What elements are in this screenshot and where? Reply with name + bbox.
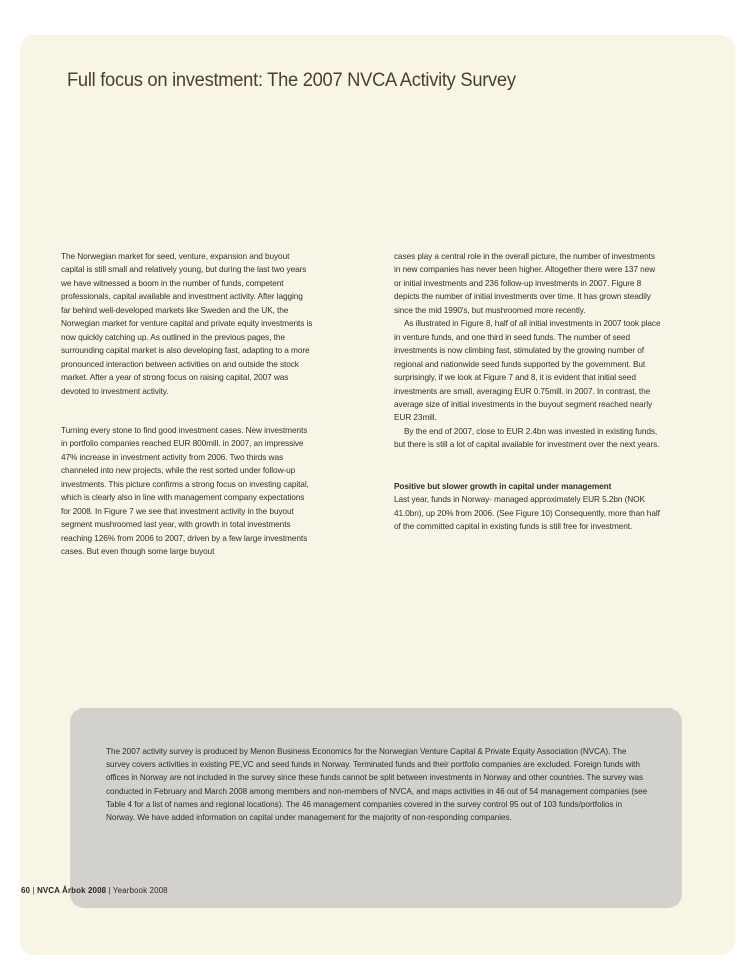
- page-background: [20, 35, 735, 955]
- page-footer: [21, 886, 168, 895]
- right-paragraph-2: As illustrated in Figure 8, half of all initial investments in 2007 took place in venture funds, and one third in seed funds. The number of seed investments is now climbing fast, stimulated by the growing number of regional and nationwide seed funds supported by the government. But surprisingly, if we look at Figure 7 and 8, it is evident that initial seed investments are small, averaging EUR 0.75mill. in 2007. In contrast, the average size of initial investments in the buyout segment reached nearly EUR 23mill.: [394, 318, 661, 423]
- footer-separator: |: [32, 886, 35, 895]
- left-paragraph-1: The Norwegian market for seed, venture, expansion and buyout capital is still small and relatively young, but during the last two years we have witnessed a boom in the number of funds, competent professionals, capital available and investment activity. After lagging far behind well-developed markets like Sweden and the UK, the Norwegian market for venture capital and private equity investments is now quickly catching up. As outlined in the previous pages, the surrounding capital market is also developing fast, adapting to a more pronounced interaction between activities on and outside the stock market. After a year of strong focus on raising capital, 2007 was devoted to investment activity.: [61, 251, 313, 396]
- left-column: [61, 250, 313, 559]
- survey-info-text: The 2007 activity survey is produced by Menon Business Economics for the Norwegian Venture Capital & Private Equity Association (NVCA). The survey covers activities in existing PE,VC and seed funds in Norway. Terminated funds and their portfolio companies are excluded. Foreign funds with offices in Norway are not included in the survey since these funds cannot be split between investments in Norway and other countries. The survey was conducted in February and March 2008 among members and non-members of NVCA, and maps activities in 46 out of 54 management companies (see Table 4 for a list of names and regional locations). The 46 management companies covered in the survey control 95 out of 103 funds/portfolios in Norway. We have added information on capital under management for the majority of non-responding companies.: [106, 747, 648, 823]
- left-paragraph-2: Turning every stone to find good investment cases. New investments in portfolio companies reached EUR 800mill. in 2007, an impressive 47% increase in investment activity from 2006. Two thirds was channeled into new projects, while the rest sorted under follow-up investments. This picture confirms a strong focus on investing capital, which is clearly also in line with management company expectations for 2008. In Figure 7 we see that investment activity in the buyout segment mushroomed last year, with growth in total investments reaching 126% from 2006 to 2007, driven by a few large investments cases. But even though some large buyout: [61, 424, 309, 557]
- right-paragraph-3: By the end of 2007, close to EUR 2.4bn was invested in existing funds, but there is still a lot of capital available for investment over the next years.: [394, 425, 660, 450]
- section-heading: Positive but slower growth in capital under management: [394, 480, 612, 491]
- page-number: 60: [21, 886, 31, 895]
- survey-info-box: [70, 708, 682, 908]
- right-column: [394, 250, 661, 534]
- right-paragraph-4: Last year, funds in Norway- managed approximately EUR 5.2bn (NOK 41.0bn), up 20% from 2006. (See Figure 10) Consequently, more than half of the committed capital in existing funds is still free for investment.: [394, 494, 660, 532]
- footer-separator-2: |: [108, 886, 111, 895]
- footer-publication: NVCA Årbok 2008: [36, 886, 107, 895]
- page-title: Full focus on investment: The 2007 NVCA Activity Survey: [67, 69, 516, 91]
- right-paragraph-1: cases play a central role in the overall picture, the number of investments in new companies has never been higher. Altogether there were 137 new or initial investments and 236 follow-up investments in 2007. Figure 8 depicts the number of initial investments over time. It has grown steadily since the mid 1990's, but mushroomed more recently.: [394, 251, 656, 315]
- footer-edition: Yearbook 2008: [112, 886, 168, 895]
